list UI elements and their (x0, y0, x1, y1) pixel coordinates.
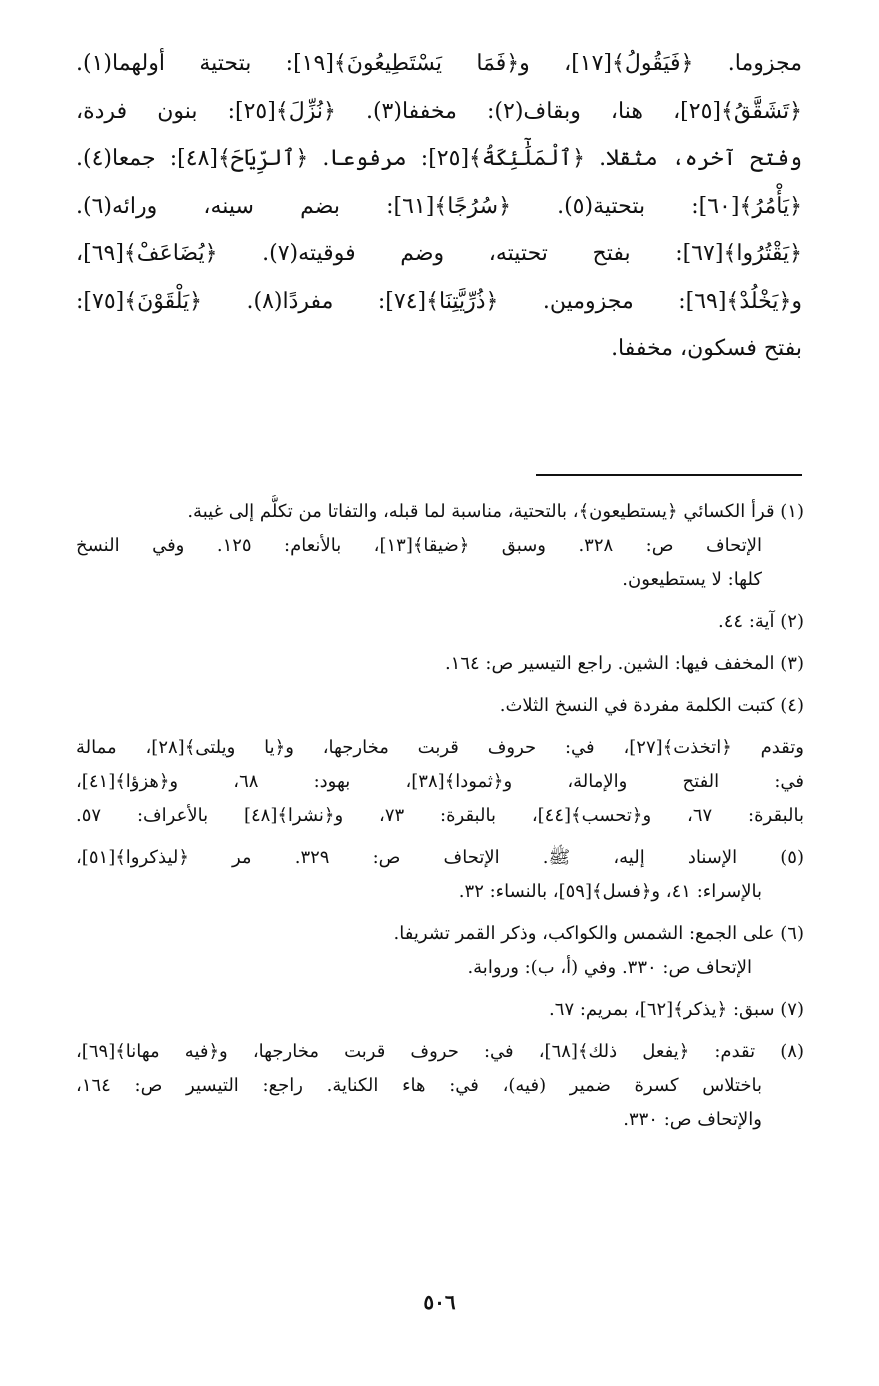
footnote-line: (٣) المخفف فيها: الشين. راجع التيسير ص: ١٦٤. (444, 653, 804, 674)
page-number: ٥٠٦ (423, 1290, 456, 1314)
footnote-2 (76, 605, 804, 639)
footnote-line: (١) قرأ الكسائي ﴿يستطيعون﴾، بالتحتية، مناسبة لما قبله، والتفاتا من تكلُّم إلى غيبة. (187, 501, 804, 522)
main-text-line: بفتح فسكون، مخففا. (611, 336, 802, 361)
footnote-line: الإتحاف ص: ٣٢٨. وسبق ﴿ضيقا﴾[١٣]، بالأنعام: ١٢٥. وفي النسخ (76, 535, 762, 556)
footnote-8 (76, 1035, 804, 1137)
footnote-line: في: الفتح والإمالة، و﴿ثمودا﴾[٣٨]، بهود: ٦٨، و﴿هزؤا﴾[٤١]، (76, 771, 804, 792)
footnote-3 (76, 647, 804, 681)
footnote-line: (٨) تقدم: ﴿يفعل ذلك﴾[٦٨]، في: حروف قربت مخارجها، و﴿فيه مهانا﴾[٦٩]، (76, 1041, 804, 1062)
main-text (76, 40, 802, 373)
footnote-line: والإتحاف ص: ٣٣٠. (623, 1109, 762, 1130)
footnote-line: (٢) آية: ٤٤. (718, 611, 804, 632)
main-text-line: ﴿يَأْمُرُ﴾[٦٠]: بتحتية(٥). ﴿سُرُجًا﴾[٦١]: بضم سينه، ورائه(٦). (76, 193, 802, 219)
footnote-line: بالبقرة: ٦٧، و﴿تحسب﴾[٤٤]، بالبقرة: ٧٣، و﴿نشرا﴾[٤٨] بالأعراف: ٥٧. (76, 805, 804, 826)
footnotes (76, 495, 804, 1137)
footnote-7 (76, 993, 804, 1027)
footnote-5 (76, 841, 804, 909)
footnote-line: باختلاس كسرة ضمير (فيه)، في: هاء الكناية. راجع: التيسير ص: ١٦٤، (76, 1075, 762, 1096)
footnote-6 (76, 917, 804, 985)
footnote-line: الإتحاف ص: ٣٣٠. وفي (أ، ب): وروابة. (467, 957, 752, 978)
main-text-line: مجزوما. ﴿فَيَقُولُ﴾[١٧]، و﴿فَمَا يَسْتَطِيعُونَ﴾[١٩]: بتحتية أولهما(١). (76, 51, 802, 76)
main-text-line: ﴿تَشَقَّقُ﴾[٢٥]، هنا، وبقاف(٢): مخففا(٣). ﴿نُزِّلَ﴾[٢٥]: بنون فردة، (76, 98, 802, 124)
footnote-4 (76, 689, 804, 833)
main-text-line: و﴿يَخْلُدْ﴾[٦٩]: مجزومين. ﴿ذُرِّيَّتِنَا﴾[٧٤]: مفردًا(٨). ﴿يَلْقَوْنَ﴾[٧٥]: (76, 288, 802, 314)
main-text-line: وفتح آخره، مثقلا. ﴿ٱلْمَلَٰٓئِكَةُ﴾[٢٥]: مرفوعا. ﴿ٱلرِّيَاحَ﴾[٤٨]: جمعا(٤). (76, 146, 802, 171)
footnote-line: (٤) كتبت الكلمة مفردة في النسخ الثلاث. (499, 695, 804, 716)
footnote-line: كلها: لا يستطيعون. (622, 569, 762, 590)
footnote-line: (٧) سبق: ﴿يذكر﴾[٦٢]، بمريم: ٦٧. (549, 999, 804, 1020)
footnote-line: بالإسراء: ٤١، و﴿فسل﴾[٥٩]، بالنساء: ٣٢. (458, 881, 762, 902)
footnote-separator (536, 474, 802, 476)
footnote-line: وتقدم ﴿اتخذت﴾[٢٧]، في: حروف قربت مخارجها، و﴿يا ويلتى﴾[٢٨]، ممالة (76, 737, 804, 758)
footnote-1 (76, 495, 804, 597)
footnote-line: (٦) على الجمع: الشمس والكواكب، وذكر القمر تشريفا. (393, 923, 804, 944)
main-text-line: ﴿يَقْتُرُوا﴾[٦٧]: بفتح تحتيته، وضم فوقيته(٧). ﴿يُضَاعَفْ﴾[٦٩]، (76, 241, 802, 266)
footnote-line: (٥) الإسناد إليه، ﷺ. الإتحاف ص: ٣٢٩. مر ﴿ليذكروا﴾[٥١]، (76, 847, 804, 868)
